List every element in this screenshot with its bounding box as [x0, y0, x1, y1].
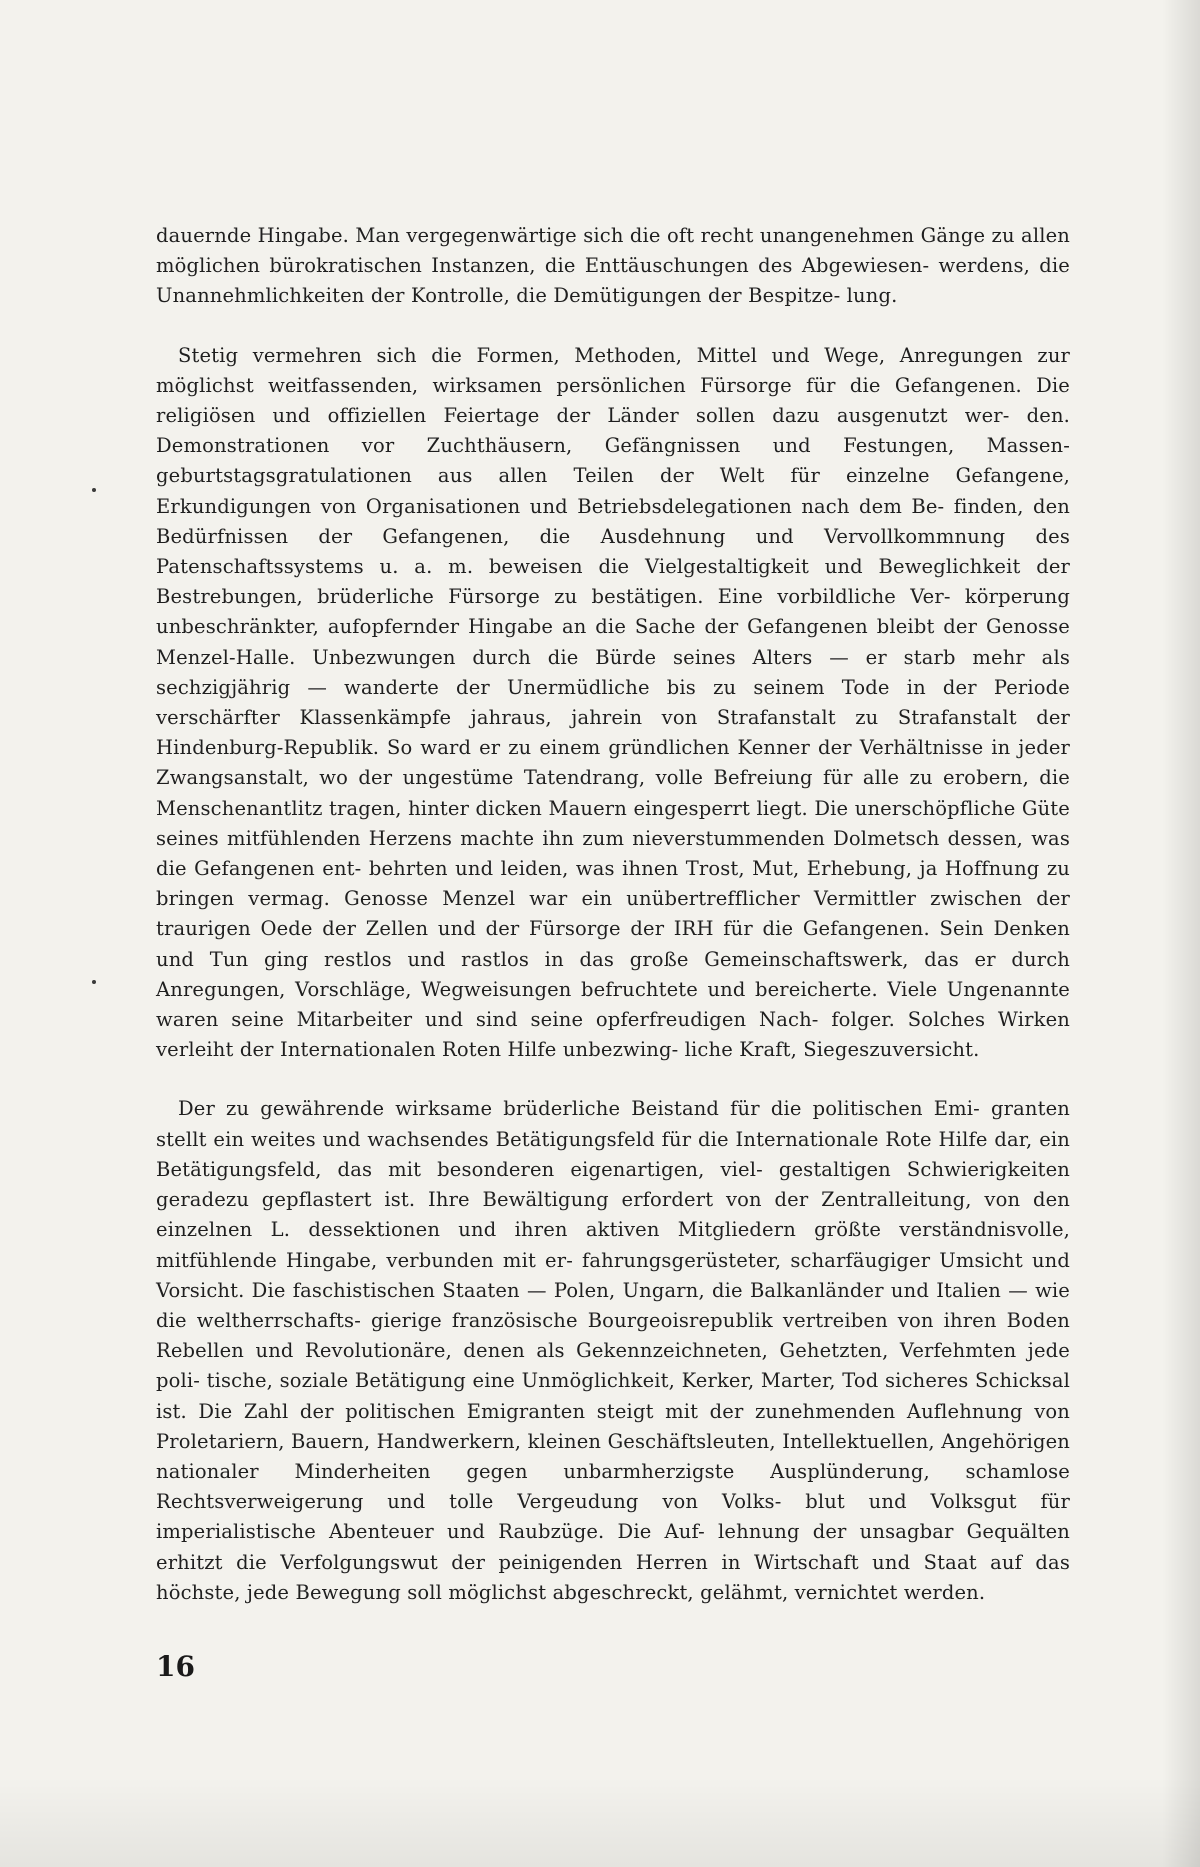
paragraph-continuation: dauernde Hingabe. Man vergegenwärtige sich die oft recht unangenehmen Gänge zu allen möglichen bürokratischen Instanzen, die Enttäuschungen des Abgewiesen- werdens, die Unannehmlichkeiten der Kontrolle, die Demütigungen der Bespitze- lung. — [156, 224, 1070, 308]
paragraph-fuersorge: Stetig vermehren sich die Formen, Methoden, Mittel und Wege, Anregungen zur möglichst weitfassenden, wirksamen persönlichen Fürsorge für die Gefangenen. Die religiösen und offiziellen Feiertage der Länder sollen dazu ausgenutzt wer- den. Demonstrationen vor Zuchthäusern, Gefängnissen und Festungen, Massen- geburtstagsgratulationen aus allen Teilen der Welt für einzelne Gefangene, Erkundigungen von Organisationen und Betriebsdelegationen nach dem Be- finden, den Bedürfnissen der Gefangenen, die Ausdehnung und Vervollkommnung des Patenschaftssystems u. a. m. beweisen die Vielgestaltigkeit und Beweglichkeit der Bestrebungen, brüderliche Fürsorge zu bestätigen. Eine vorbildliche Ver- körperung unbeschränkter, aufopfernder Hingabe an die Sache der Gefangenen bleibt der Genosse Menzel-Halle. Unbezwungen durch die Bürde seines Alters — er starb mehr als sechzigjährig — wanderte der Unermüdliche bis zu seinem Tode in der Periode verschärfter Klassenkämpfe jahraus, jahrein von Strafanstalt zu Strafanstalt der Hindenburg-Republik. So ward er zu einem gründlichen Kenner der Verhältnisse in jeder Zwangsanstalt, wo der ungestüme Tatendrang, volle Befreiung für alle zu erobern, die Menschenantlitz tragen, hinter dicken Mauern eingesperrt liegt. Die unerschöpfliche Güte seines mitfühlenden Herzens machte ihn zum nieverstummenden Dolmetsch dessen, was die Gefangenen ent- behrten und leiden, was ihnen Trost, Mut, Erhebung, ja Hoffnung zu bringen vermag. Genosse Menzel war ein unübertrefflicher Vermittler zwischen der traurigen Oede der Zellen und der Fürsorge der IRH für die Gefangenen. Sein Denken und Tun ging restlos und rastlos in das große Gemeinschaftswerk, das er durch Anregungen, Vorschläge, Wegweisungen befruchtete und bereicherte. Viele Ungenannte waren seine Mitarbeiter und sind seine opferfreudigen Nach- folger. Solches Wirken verleiht der Internationalen Roten Hilfe unbezwing- liche Kraft, Siegeszuversicht. — [156, 343, 1070, 1062]
page-number: 16 — [156, 1650, 195, 1683]
print-speck — [92, 488, 96, 492]
body-text — [156, 221, 1070, 1608]
page-bottom-shadow — [0, 1777, 1200, 1867]
paragraph-emigranten: Der zu gewährende wirksame brüderliche Beistand für die politischen Emi- granten stellt ein weites und wachsendes Betätigungsfeld für die Internationale Rote Hilfe dar, ein Betätigungsfeld, das mit besonderen eigenartigen, viel- gestaltigen Schwierigkeiten geradezu gepflastert ist. Ihre Bewältigung erfordert von der Zentralleitung, von den einzelnen L. dessektionen und ihren aktiven Mitgliedern größte verständnisvolle, mitfühlende Hingabe, verbunden mit er- fahrungsgerüsteter, scharfäugiger Umsicht und Vorsicht. Die faschistischen Staaten — Polen, Ungarn, die Balkanländer und Italien — wie die weltherrschafts- gierige französische Bourgeoisrepublik vertreiben von ihren Boden Rebellen und Revolutionäre, denen als Gekennzeichneten, Gehetzten, Verfehmten jede poli- tische, soziale Betätigung eine Unmöglichkeit, Kerker, Marter, Tod sicheres Schicksal ist. Die Zahl der politischen Emigranten steigt mit der zunehmenden Auflehnung von Proletariern, Bauern, Handwerkern, kleinen Geschäftsleuten, Intellektuellen, Angehörigen nationaler Minderheiten gegen unbarmherzigste Ausplünderung, schamlose Rechtsverweigerung und tolle Vergeudung von Volks- blut und Volksgut für imperialistische Abenteuer und Raubzüge. Die Auf- lehnung der unsagbar Gequälten erhitzt die Verfolgungswut der peinigenden Herren in Wirtschaft und Staat auf das höchste, jede Bewegung soll möglichst abgeschreckt, gelähmt, vernichtet werden. — [156, 1097, 1070, 1604]
print-speck — [92, 980, 96, 984]
page-edge-shadow — [1162, 0, 1200, 1867]
